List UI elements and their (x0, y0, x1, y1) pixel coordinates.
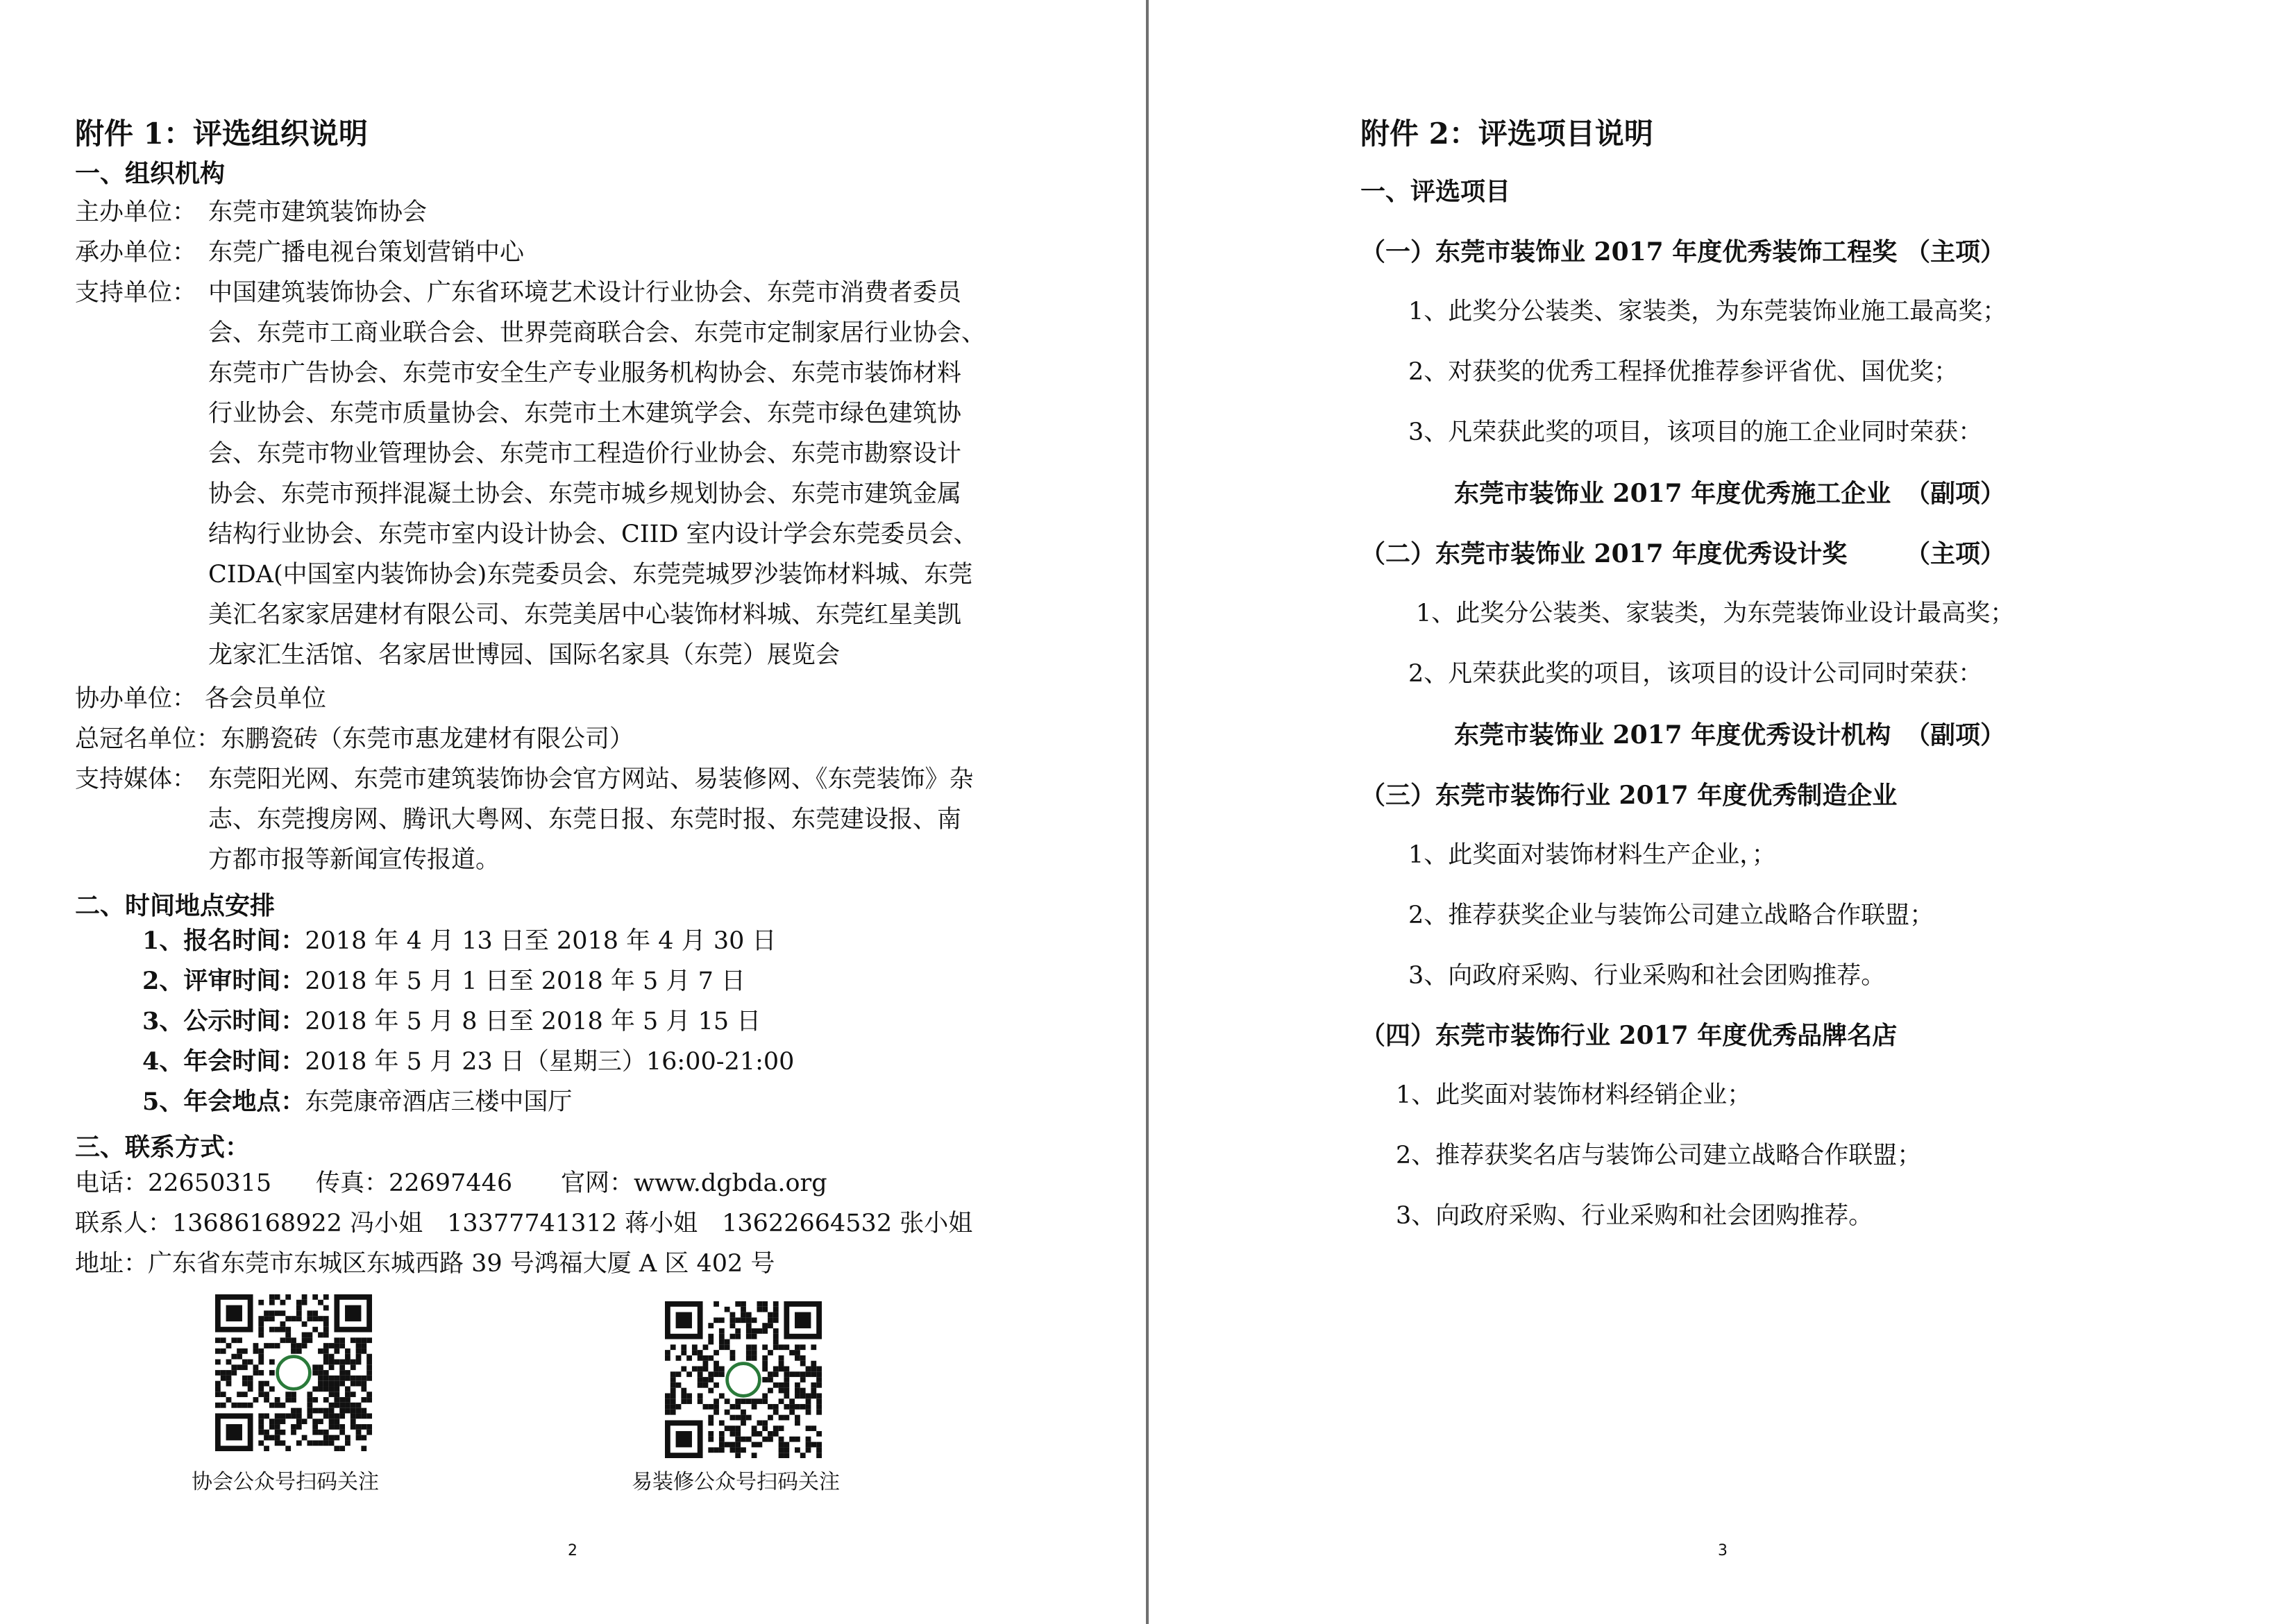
award-item: 2、推荐获奖名店与装饰公司建立战略合作联盟； (1396, 1142, 1922, 1169)
award-item: 3、向政府采购、行业采购和社会团购推荐。 (1396, 1202, 1873, 1230)
support-list (208, 273, 1069, 675)
schedule-row: 5、年会地点：东莞康帝酒店三楼中国厅 (142, 1088, 573, 1116)
support-line: 龙家汇生活馆、名家居世博园、国际名家具（东莞）展览会 (208, 641, 841, 669)
media-label: 支持媒体： (75, 766, 197, 793)
media-list (208, 759, 1069, 880)
page-heading: 附件 2：评选项目说明 (1360, 117, 1653, 151)
website: 官网：www.dgbda.org (561, 1169, 827, 1197)
qr-code-association (215, 1294, 372, 1451)
sponsor-label: 总冠名单位： (75, 725, 221, 753)
organizer-value: 东莞广播电视台策划营销中心 (208, 239, 525, 267)
support-label: 支持单位： (75, 279, 197, 307)
host-value: 东莞市建筑装饰协会 (208, 198, 428, 226)
contact-persons: 联系人：13686168922 冯小姐 13377741312 蒋小姐 13622664532 张小姐 (75, 1210, 973, 1237)
award-item: 1、此奖分公装类、家装类，为东莞装饰业施工最高奖； (1408, 298, 2007, 325)
award-item: 2、凡荣获此奖的项目，该项目的设计公司同时荣获： (1408, 660, 1983, 688)
fax: 传真：22697446 (316, 1169, 513, 1197)
award-item: 1、此奖面对装饰材料生产企业，； (1408, 841, 1776, 869)
award-item: 1、此奖分公装类、家装类，为东莞装饰业设计最高奖； (1416, 600, 2015, 627)
schedule-row: 3、公示时间：2018 年 5 月 8 日至 2018 年 5 月 15 日 (142, 1007, 761, 1035)
support-line: 结构行业协会、东莞市室内设计协会、CIID 室内设计学会东莞委员会、 (208, 521, 978, 548)
sponsor-value: 东鹏瓷砖（东莞市惠龙建材有限公司） (221, 725, 634, 753)
support-line: 会、东莞市工商业联合会、世界莞商联合会、东莞市定制家居行业协会、 (208, 319, 986, 347)
page-2 (0, 0, 1146, 1624)
qr-caption-association: 协会公众号扫码关注 (192, 1470, 379, 1494)
schedule-row: 1、报名时间：2018 年 4 月 13 日至 2018 年 4 月 30 日 (142, 927, 777, 955)
award-sub-title: 东莞市装饰业 2017 年度优秀设计机构 (1454, 720, 1891, 750)
page-number: 2 (568, 1542, 577, 1559)
award-title: （四）东莞市装饰行业 2017 年度优秀品牌名店 (1360, 1021, 1898, 1050)
award-sub-tag: （副项） (1905, 720, 2006, 750)
award-title: （三）东莞市装饰行业 2017 年度优秀制造企业 (1360, 781, 1898, 810)
organizer-label: 承办单位： (75, 239, 197, 267)
award-sub-tag: （副项） (1905, 479, 2006, 508)
media-line: 东莞阳光网、东莞市建筑装饰协会官方网站、易装修网、《东莞装饰》杂 (208, 766, 974, 793)
support-line: 会、东莞市物业管理协会、东莞市工程造价行业协会、东莞市勘察设计 (208, 440, 962, 468)
schedule-row: 2、评审时间：2018 年 5 月 1 日至 2018 年 5 月 7 日 (142, 967, 745, 995)
award-sub-title: 东莞市装饰业 2017 年度优秀施工企业 (1454, 479, 1891, 508)
support-line: 行业协会、东莞市质量协会、东莞市土木建筑学会、东莞市绿色建筑协 (208, 400, 962, 428)
phone: 电话：22650315 (75, 1169, 272, 1197)
support-line: CIDA(中国室内装饰协会)东莞委员会、东莞莞城罗沙装饰材料城、东莞 (208, 561, 973, 589)
section-heading-organization: 一、组织机构 (75, 159, 226, 188)
schedule-row: 4、年会时间：2018 年 5 月 23 日（星期三）16:00-21:00 (142, 1047, 795, 1076)
assist-value: 各会员单位 (205, 685, 327, 713)
host-label: 主办单位： (75, 198, 197, 226)
page-number: 3 (1718, 1542, 1728, 1559)
award-item: 2、推荐获奖企业与装饰公司建立战略合作联盟； (1408, 902, 1934, 929)
page-3 (1149, 0, 2296, 1624)
section-heading-items: 一、评选项目 (1360, 177, 1511, 206)
support-line: 东莞市广告协会、东莞市安全生产专业服务机构协会、东莞市装饰材料 (208, 360, 962, 387)
award-title: （二）东莞市装饰业 2017 年度优秀设计奖 (1360, 539, 1848, 568)
support-line: 中国建筑装饰协会、广东省环境艺术设计行业协会、东莞市消费者委员 (208, 279, 962, 307)
qr-code-yizhuangxiu (665, 1301, 822, 1458)
award-item: 3、向政府采购、行业采购和社会团购推荐。 (1408, 962, 1886, 990)
qr-caption-yizhuangxiu: 易装修公众号扫码关注 (632, 1470, 840, 1494)
support-line: 美汇名家家居建材有限公司、东莞美居中心装饰材料城、东莞红星美凯 (208, 601, 962, 629)
assist-label: 协办单位： (75, 685, 197, 713)
media-line: 志、东莞搜房网、腾讯大粤网、东莞日报、东莞时报、东莞建设报、南 (208, 806, 962, 834)
award-title: （一）东莞市装饰业 2017 年度优秀装饰工程奖 (1360, 237, 1898, 267)
award-tag: （主项） (1905, 237, 2006, 267)
section-heading-schedule: 二、时间地点安排 (75, 891, 276, 920)
section-heading-contact: 三、联系方式： (75, 1133, 251, 1162)
address: 地址：广东省东莞市东城区东城西路 39 号鸿福大厦 A 区 402 号 (75, 1250, 775, 1278)
award-item: 1、此奖面对装饰材料经销企业； (1396, 1081, 1752, 1109)
award-item: 2、对获奖的优秀工程择优推荐参评省优、国优奖； (1408, 358, 1959, 386)
support-line: 协会、东莞市预拌混凝土协会、东莞市城乡规划协会、东莞市建筑金属 (208, 480, 962, 508)
page-heading: 附件 1：评选组织说明 (75, 117, 368, 151)
award-item: 3、凡荣获此奖的项目，该项目的施工企业同时荣获： (1408, 418, 1983, 446)
award-tag: （主项） (1905, 539, 2006, 568)
media-line: 方都市报等新闻宣传报道。 (208, 846, 500, 874)
